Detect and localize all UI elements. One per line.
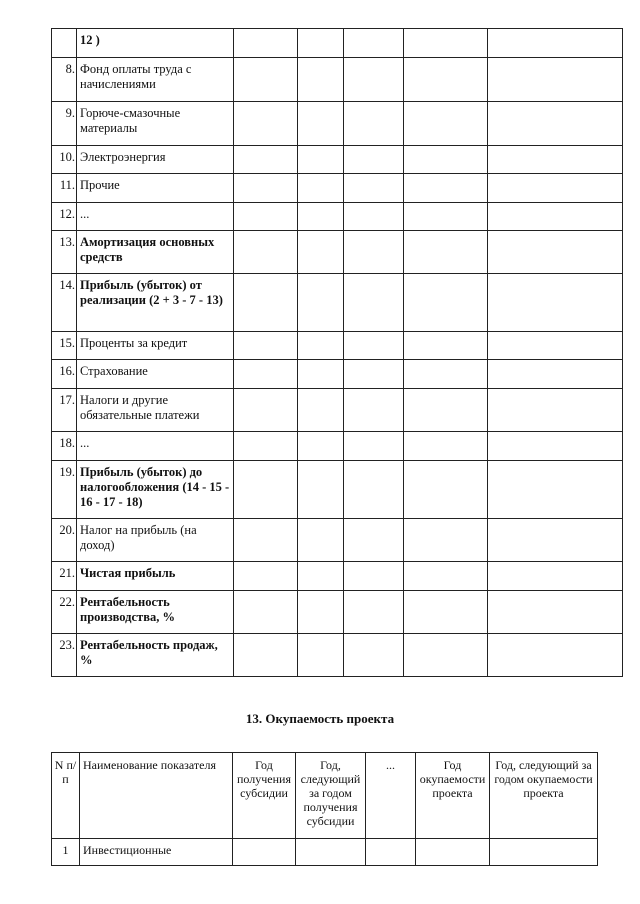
table-cell <box>344 562 404 591</box>
row-number: 1 <box>52 839 80 866</box>
row-number: 20. <box>52 519 77 562</box>
table-cell <box>234 332 298 360</box>
table-cell <box>298 274 344 332</box>
row-name: Амортизация основных средств <box>77 231 234 274</box>
header-cell: N п/п <box>52 753 80 839</box>
row-name: Прочие <box>77 174 234 203</box>
table-cell <box>404 274 488 332</box>
table-cell <box>344 146 404 174</box>
table-cell <box>344 389 404 432</box>
row-name: Фонд оплаты труда с начислениями <box>77 58 234 102</box>
row-number: 10. <box>52 146 77 174</box>
table-cell <box>234 174 298 203</box>
table-cell <box>298 461 344 519</box>
table-cell <box>234 634 298 677</box>
table-cell <box>488 58 623 102</box>
table-cell <box>298 332 344 360</box>
table-cell <box>234 231 298 274</box>
table-cell <box>404 562 488 591</box>
table-row <box>52 562 623 591</box>
table-cell <box>404 519 488 562</box>
table-cell <box>234 146 298 174</box>
table-cell <box>416 839 490 866</box>
row-number: 21. <box>52 562 77 591</box>
table-cell <box>234 102 298 146</box>
table-cell <box>404 360 488 389</box>
table-cell <box>404 102 488 146</box>
row-number: 14. <box>52 274 77 332</box>
table-cell <box>234 274 298 332</box>
financial-results-table <box>51 28 623 677</box>
table-cell <box>298 519 344 562</box>
row-name: Проценты за кредит <box>77 332 234 360</box>
table-cell <box>488 274 623 332</box>
table-row <box>52 203 623 231</box>
table-cell <box>488 332 623 360</box>
row-number: 18. <box>52 432 77 461</box>
table-row <box>52 274 623 332</box>
row-name: Прибыль (убыток) до налогообложения (14 - 15 - 16 - 17 - 18) <box>77 461 234 519</box>
row-number: 11. <box>52 174 77 203</box>
row-name: Рентабельность производства, % <box>77 591 234 634</box>
table-cell <box>404 29 488 58</box>
table-cell <box>490 839 598 866</box>
row-name: Налог на прибыль (на доход) <box>77 519 234 562</box>
row-number: 17. <box>52 389 77 432</box>
table-cell <box>404 461 488 519</box>
table-cell <box>298 58 344 102</box>
row-name: ... <box>77 203 234 231</box>
table-cell <box>234 29 298 58</box>
table-row <box>52 58 623 102</box>
row-number <box>52 29 77 58</box>
table-row <box>52 174 623 203</box>
header-cell: Год, следующий за годом окупаемости проекта <box>490 753 598 839</box>
table-cell <box>298 146 344 174</box>
row-name: Рентабельность продаж, % <box>77 634 234 677</box>
table-cell <box>344 274 404 332</box>
row-number: 19. <box>52 461 77 519</box>
table-cell <box>298 432 344 461</box>
table-cell <box>344 231 404 274</box>
table-cell <box>488 519 623 562</box>
row-number: 8. <box>52 58 77 102</box>
table-cell <box>298 231 344 274</box>
header-cell: Год, следующий за годом получения субсидии <box>296 753 366 839</box>
table-cell <box>344 58 404 102</box>
table-cell <box>298 389 344 432</box>
table-cell <box>344 29 404 58</box>
row-number: 9. <box>52 102 77 146</box>
table-cell <box>488 174 623 203</box>
table-row <box>52 360 623 389</box>
row-name: ... <box>77 432 234 461</box>
table-row <box>52 231 623 274</box>
row-number: 22. <box>52 591 77 634</box>
table-cell <box>344 432 404 461</box>
table-row <box>52 432 623 461</box>
table-row <box>52 146 623 174</box>
table-cell <box>298 591 344 634</box>
table-cell <box>234 360 298 389</box>
table-cell <box>404 58 488 102</box>
table-row <box>52 591 623 634</box>
table-cell <box>344 203 404 231</box>
row-number: 23. <box>52 634 77 677</box>
table-cell <box>234 58 298 102</box>
table-row <box>52 461 623 519</box>
row-name: Чистая прибыль <box>77 562 234 591</box>
table-cell <box>344 332 404 360</box>
table-cell <box>404 174 488 203</box>
row-name: Горюче-смазочные материалы <box>77 102 234 146</box>
table-row <box>52 29 623 58</box>
table-row <box>52 839 598 866</box>
table-cell <box>404 203 488 231</box>
table-cell <box>298 634 344 677</box>
table-cell <box>404 146 488 174</box>
table-cell <box>298 562 344 591</box>
table-cell <box>344 461 404 519</box>
table-cell <box>233 839 296 866</box>
table-cell <box>488 634 623 677</box>
table-cell <box>404 432 488 461</box>
table-cell <box>234 519 298 562</box>
row-number: 13. <box>52 231 77 274</box>
row-number: 15. <box>52 332 77 360</box>
table-cell <box>234 562 298 591</box>
table-cell <box>234 389 298 432</box>
table-cell <box>488 203 623 231</box>
payback-table <box>51 752 598 866</box>
header-row <box>52 753 598 839</box>
table-cell <box>344 174 404 203</box>
table-cell <box>298 29 344 58</box>
row-name: 12 ) <box>77 29 234 58</box>
table-cell <box>488 29 623 58</box>
table-cell <box>488 432 623 461</box>
row-name: Электроэнергия <box>77 146 234 174</box>
table-cell <box>488 146 623 174</box>
table-cell <box>404 332 488 360</box>
table-cell <box>234 461 298 519</box>
table-cell <box>234 432 298 461</box>
header-cell: ... <box>366 753 416 839</box>
header-cell: Год получения субсидии <box>233 753 296 839</box>
table-row <box>52 634 623 677</box>
table-cell <box>344 634 404 677</box>
table-row <box>52 519 623 562</box>
row-name: Прибыль (убыток) от реализации (2 + 3 - 7 - 13) <box>77 274 234 332</box>
table-cell <box>404 591 488 634</box>
table-cell <box>488 360 623 389</box>
header-cell: Год окупаемости проекта <box>416 753 490 839</box>
table-cell <box>488 102 623 146</box>
table-cell <box>366 839 416 866</box>
table-cell <box>344 591 404 634</box>
table-row <box>52 389 623 432</box>
table-row <box>52 102 623 146</box>
table-cell <box>298 203 344 231</box>
table-row <box>52 332 623 360</box>
table-cell <box>344 102 404 146</box>
row-name: Страхование <box>77 360 234 389</box>
table-cell <box>298 102 344 146</box>
table-cell <box>298 174 344 203</box>
table-cell <box>404 389 488 432</box>
table-cell <box>344 519 404 562</box>
section-title: 13. Окупаемость проекта <box>245 711 395 726</box>
table-cell <box>404 231 488 274</box>
row-name: Инвестиционные <box>80 839 233 866</box>
table-cell <box>488 389 623 432</box>
table-cell <box>488 562 623 591</box>
table-cell <box>488 461 623 519</box>
table-cell <box>344 360 404 389</box>
row-name: Налоги и другие обязательные платежи <box>77 389 234 432</box>
table-cell <box>234 203 298 231</box>
table-cell <box>488 231 623 274</box>
table-cell <box>404 634 488 677</box>
table-cell <box>298 360 344 389</box>
row-number: 16. <box>52 360 77 389</box>
table-cell <box>488 591 623 634</box>
table-cell <box>296 839 366 866</box>
header-cell: Наименование показателя <box>80 753 233 839</box>
table-cell <box>234 591 298 634</box>
row-number: 12. <box>52 203 77 231</box>
